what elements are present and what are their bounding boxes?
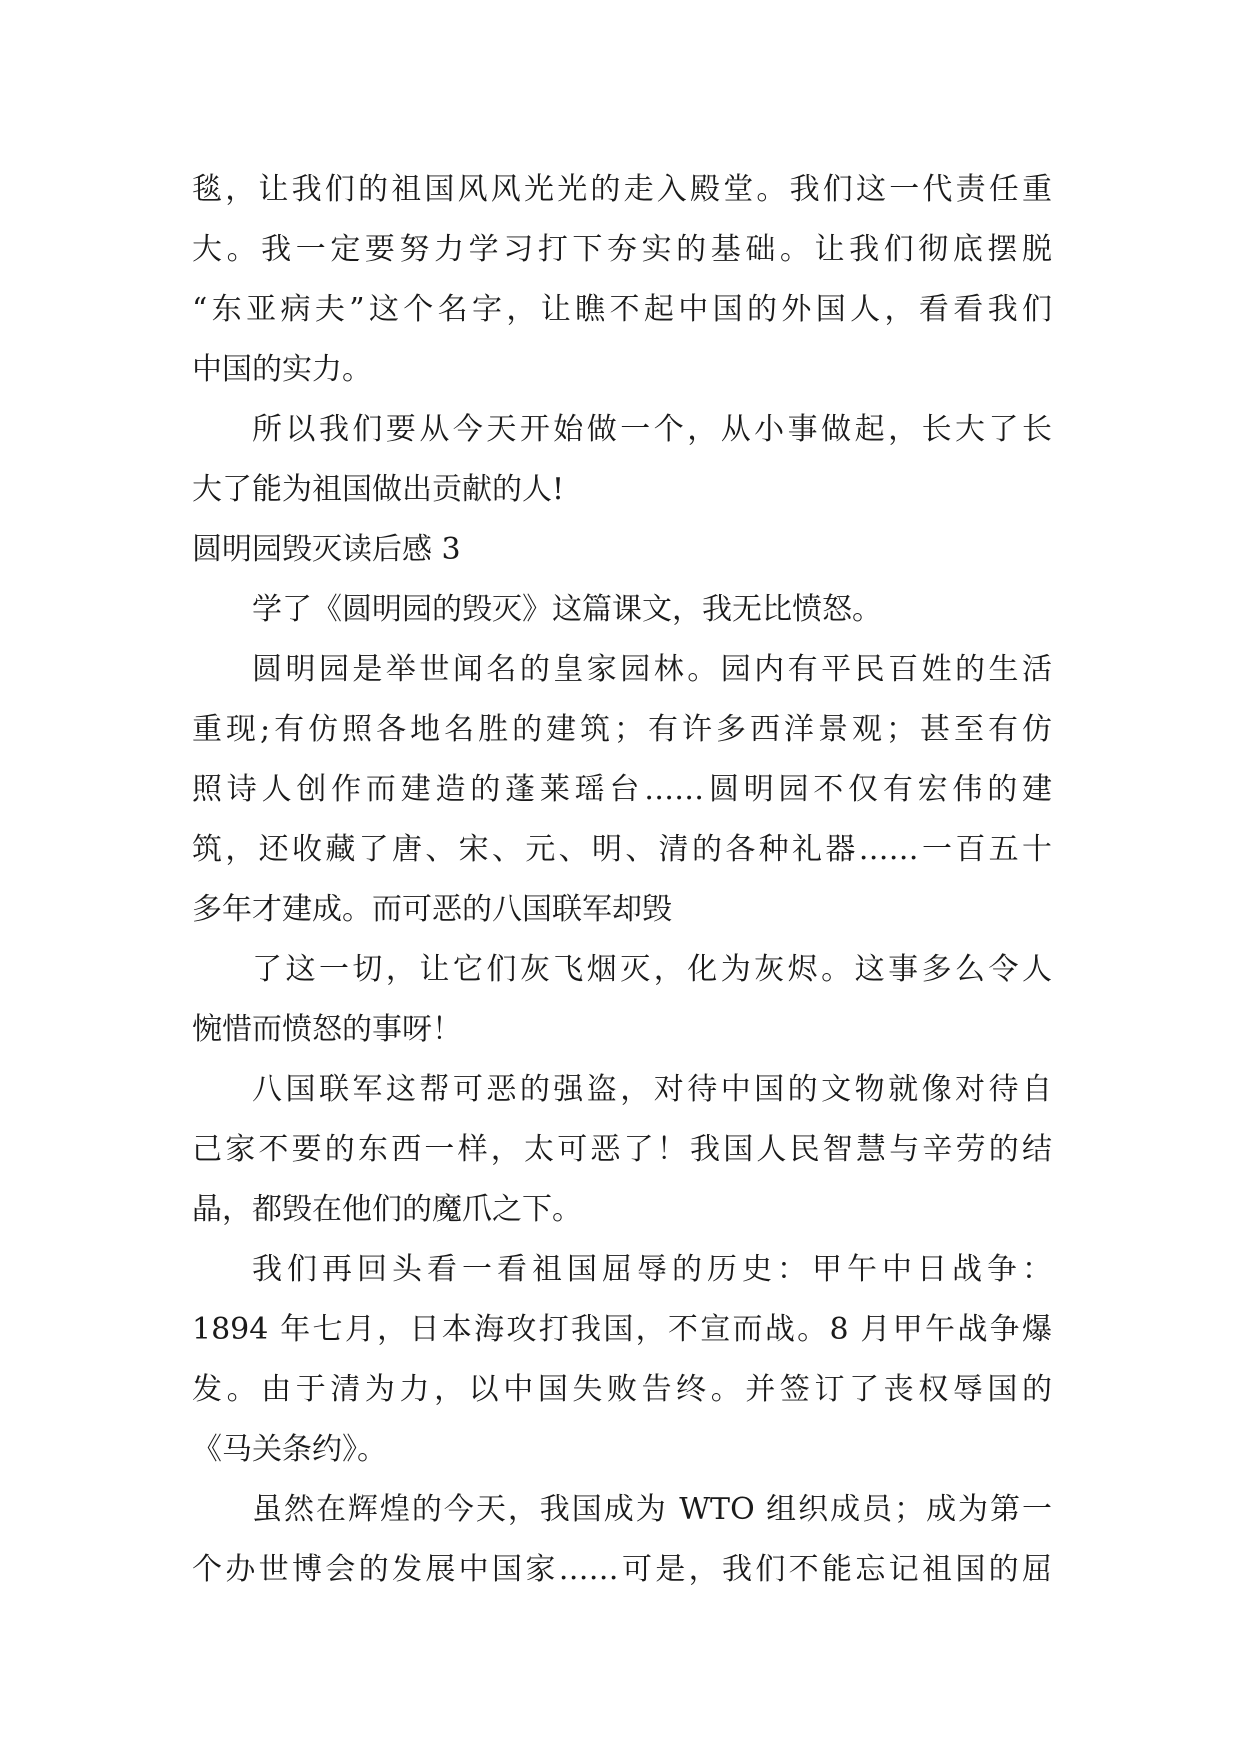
text-line: 大。我一定要努力学习打下夯实的基础。让我们彻底摆脱 bbox=[192, 232, 1052, 267]
text-line: 我们再回头看一看祖国屈辱的历史：甲午中日战争： bbox=[252, 1252, 1052, 1287]
text-line: 照诗人创作而建造的蓬莱瑶台……圆明园不仅有宏伟的建 bbox=[192, 772, 1052, 807]
text-line: 多年才建成。而可恶的八国联军却毁 bbox=[192, 892, 672, 927]
text-line: 重现;有仿照各地名胜的建筑；有许多西洋景观；甚至有仿 bbox=[192, 712, 1052, 747]
text-line: 毯，让我们的祖国风风光光的走入殿堂。我们这一代责任重 bbox=[192, 172, 1052, 207]
text-line: 学了《圆明园的毁灭》这篇课文，我无比愤怒。 bbox=[252, 592, 882, 627]
text-line: 1894 年七月，日本海攻打我国，不宣而战。8 月甲午战争爆 bbox=[192, 1312, 1052, 1347]
text-line: 了这一切，让它们灰飞烟灭，化为灰烬。这事多么令人 bbox=[252, 952, 1052, 987]
text-line: 己家不要的东西一样，太可恶了！我国人民智慧与辛劳的结 bbox=[192, 1132, 1052, 1167]
text-line: 筑，还收藏了唐、宋、元、明、清的各种礼器……一百五十 bbox=[192, 832, 1052, 867]
text-line: “东亚病夫”这个名字，让瞧不起中国的外国人，看看我们 bbox=[192, 292, 1052, 327]
text-line: 晶，都毁在他们的魔爪之下。 bbox=[192, 1192, 582, 1227]
text-line: 发。由于清为力，以中国失败告终。并签订了丧权辱国的 bbox=[192, 1372, 1052, 1407]
text-line: 《马关条约》。 bbox=[192, 1432, 387, 1467]
text-line: 个办世博会的发展中国家……可是，我们不能忘记祖国的屈 bbox=[192, 1552, 1052, 1587]
text-line: 惋惜而愤怒的事呀！ bbox=[192, 1012, 462, 1047]
text-line: 所以我们要从今天开始做一个，从小事做起，长大了长 bbox=[252, 412, 1052, 447]
document-body bbox=[192, 160, 1052, 1600]
text-line: 虽然在辉煌的今天，我国成为 WTO 组织成员；成为第一 bbox=[252, 1492, 1052, 1527]
text-line: 大了能为祖国做出贡献的人! bbox=[192, 472, 565, 507]
text-line: 中国的实力。 bbox=[192, 352, 372, 387]
text-line: 圆明园是举世闻名的皇家园林。园内有平民百姓的生活 bbox=[252, 652, 1052, 687]
text-line: 八国联军这帮可恶的强盗，对待中国的文物就像对待自 bbox=[252, 1072, 1052, 1107]
section-heading: 圆明园毁灭读后感 3 bbox=[192, 532, 461, 567]
